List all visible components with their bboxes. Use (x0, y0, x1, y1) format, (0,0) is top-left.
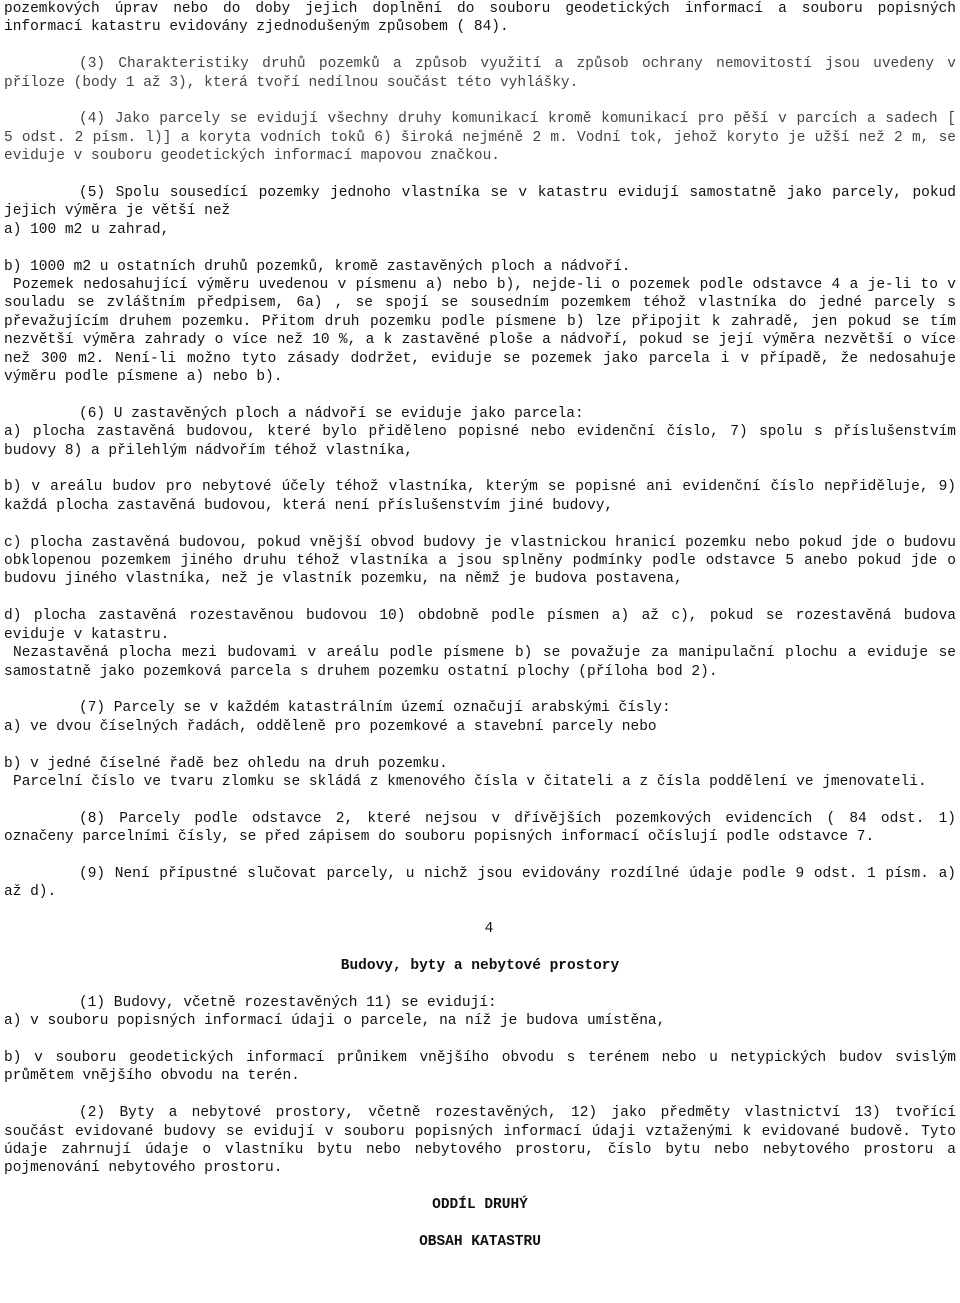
paragraph-4: (4) Jako parcely se evidují všechny druhy komunikací kromě komunikací pro pěší v parcích a sadech [ 5 odst. 2 písm. l)] a koryta vodních toků 6) široká nejméně 2 m. Vodní tok, jehož koryto je užší než 2 m, se eviduje v souboru geodetických informací mapovou značkou. (4, 111, 956, 165)
paragraph-6-item-a: a) plocha zastavěná budovou, které bylo přiděleno popisné nebo evidenční číslo, 7) spolu s příslušenstvím budovy 8) a přilehlým nádvořím téhož vlastníka, (4, 424, 956, 459)
part-subheading: OBSAH KATASTRU (419, 1233, 541, 1250)
paragraph-6-item-d: d) plocha zastavěná rozestavěnou budovou 10) obdobně podle písmen a) až c), pokud se rozestavěná budova eviduje v katastru. (4, 608, 956, 643)
paragraph-6: (6) U zastavěných ploch a nádvoří se eviduje jako parcela: (79, 405, 584, 422)
paragraph-5: (5) Spolu sousedící pozemky jednoho vlastníka se v katastru evidují samostatně jako parcely, pokud jejich výměra je větší než (4, 185, 956, 220)
paragraph-5-continuation: Pozemek nedosahující výměru uvedenou v písmenu a) nebo b), nejde-li o pozemek podle odstavce 4 a je-li to v souladu se zvláštním předpisem, 6a) , se spojí se sousedním pozemkem téhož vlastníka do jedné parcely s převažujícím druhem pozemku. Přitom druh pozemku podle písmene b) lze připojit k zahradě, jen pokud se tím nezvětší výměra zahrady o více než 10 %, a k zastavěné ploše a nádvoří, pokud se její výměra nezvětší o více než 300 m2. Není-li možno tyto zásady dodržet, eviduje se pozemek jako parcela i v případě, že nedosahuje výměru podle písmene a) nebo b). (4, 277, 956, 386)
paragraph-7-continuation: Parcelní číslo ve tvaru zlomku se skládá z kmenového čísla v čitateli a z čísla poddělení ve jmenovateli. (13, 773, 927, 790)
section-paragraph-1: (1) Budovy, včetně rozestavěných 11) se evidují: (79, 994, 497, 1011)
paragraph-6-item-b: b) v areálu budov pro nebytové účely téhož vlastníka, kterým se popisné ani evidenční číslo nepřiděluje, 9) každá plocha zastavěná budovou, která není příslušenstvím jiné budovy, (4, 479, 956, 514)
paragraph-3: (3) Charakteristiky druhů pozemků a způsob využití a způsob ochrany nemovitostí jsou uvedeny v příloze (body 1 až 3), která tvoří nedílnou součást této vyhlášky. (4, 56, 956, 91)
paragraph-5-item-b: b) 1000 m2 u ostatních druhů pozemků, kromě zastavěných ploch a nádvoří. (4, 258, 631, 275)
section-paragraph-1-item-a: a) v souboru popisných informací údaji o parcele, na níž je budova umístěna, (4, 1013, 666, 1030)
paragraph-5-item-a: a) 100 m2 u zahrad, (4, 221, 170, 238)
paragraph-7: (7) Parcely se v každém katastrálním území označují arabskými čísly: (79, 700, 671, 717)
part-heading: ODDÍL DRUHÝ (432, 1197, 528, 1214)
paragraph-6-continuation: Nezastavěná plocha mezi budovami v areálu podle písmene b) se považuje za manipulační plochu a eviduje se samostatně jako pozemková parcela s druhem pozemku ostatní plochy (příloha bod 2). (4, 645, 956, 680)
paragraph-6-item-c: c) plocha zastavěná budovou, pokud vnější obvod budovy je vlastnickou hranicí pozemku nebo pokud jde o budovu obklopenou pozemkem jiného druhu téhož vlastníka a jsou splněny podmínky podle odstavce 5 anebo pokud jde o budovu jiného vlastníka, než je vlastník pozemku, na němž je budova postavena, (4, 534, 956, 588)
paragraph-8: (8) Parcely podle odstavce 2, které nejsou v dřívějších pozemkových evidencích ( 84 odst. 1) označeny parcelními čísly, se před zápisem do souboru popisných informací očíslují podle odstavce 7. (4, 810, 956, 846)
section-paragraph-1-item-b: b) v souboru geodetických informací průnikem vnějšího obvodu s terénem nebo u netypických budov svislým průmětem vnějšího obvodu na terén. (4, 1049, 956, 1085)
section-title: Budovy, byty a nebytové prostory (340, 957, 620, 974)
paragraph-9: (9) Není přípustné slučovat parcely, u nichž jsou evidovány rozdílné údaje podle 9 odst. 1 písm. a) až d). (4, 865, 956, 901)
paragraph-intro: pozemkových úprav nebo do doby jejich doplnění do souboru geodetických informací a souboru popisných informací katastru evidovány zjednodušeným způsobem ( 84). (4, 1, 956, 36)
section-number: 4 (484, 921, 494, 938)
paragraph-7-item-b: b) v jedné číselné řadě bez ohledu na druh pozemku. (4, 755, 448, 772)
section-paragraph-2: (2) Byty a nebytové prostory, včetně rozestavěných, 12) jako předměty vlastnictví 13) tvořící součást evidované budovy se evidují v souboru popisných informací údaji vztaženými k evidované budově. Tyto údaje zahrnují údaje o vlastníku bytu nebo nebytového prostoru, číslo bytu nebo nebytového prostoru a pojmenování nebytového prostoru. (4, 1105, 956, 1177)
paragraph-7-item-a: a) ve dvou číselných řadách, odděleně pro pozemkové a stavební parcely nebo (4, 718, 657, 735)
